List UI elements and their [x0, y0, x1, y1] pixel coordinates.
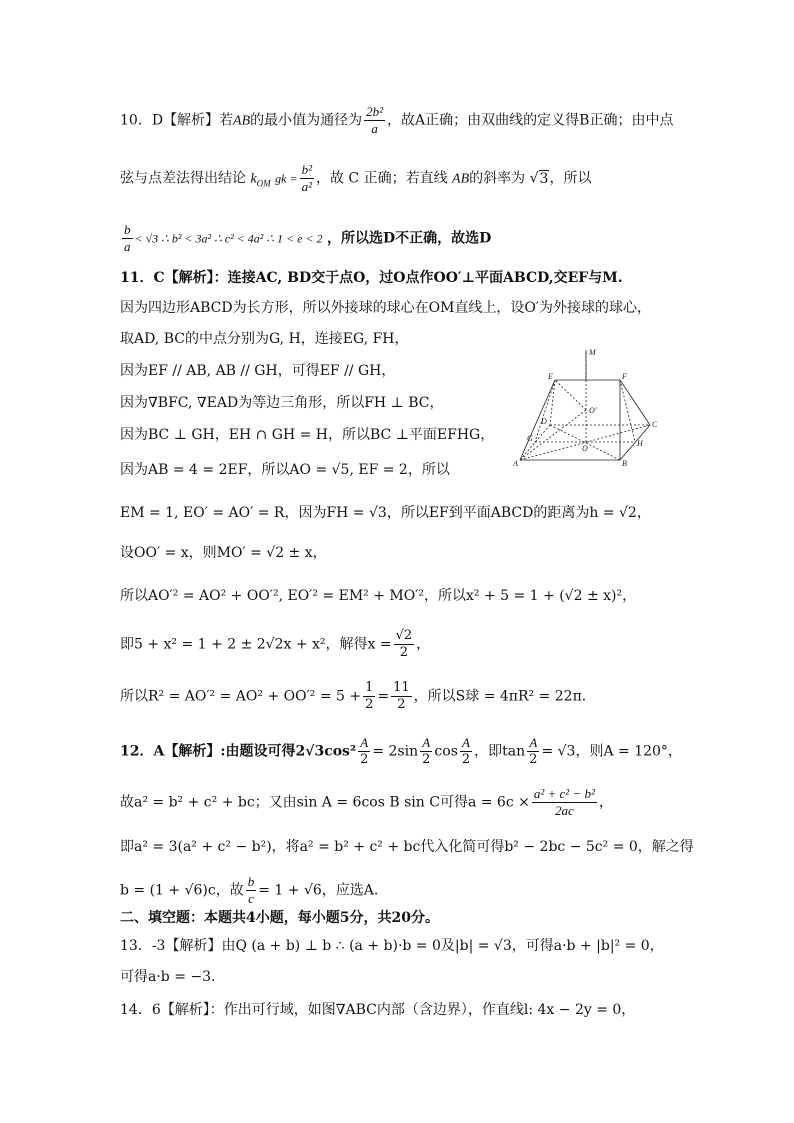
label-d: D: [541, 417, 547, 426]
q11-line-10: 所以AO′² = AO² + OO′², EO′² = EM² + MO′²，所以x² + 5 = 1 + (√2 ± x)²，: [120, 588, 637, 604]
q11-line-2: 因为四边形ABCD为长方形，所以外接球的球心在OM直线上，设O′为外接球的球心，: [120, 300, 652, 316]
label-a: A: [513, 459, 518, 468]
q10-line-1: 10．D【解析】若AB的最小值为通径为 $\frac{\text{2b²}}{a}$ ，故A正确；由双曲线的定义得B正确；由中点: [120, 104, 674, 136]
q11-line-11: 即5 + x² = 1 + 2 ± 2√2x + x²，解得x = $\frac{√2}{2}$ ，: [120, 628, 431, 660]
q13-line-1: 13．-3【解析】由Q (a + b) ⊥ b ∴ (a + b)·b = 0及|b| = √3，可得a·b + |b|² = 0，: [120, 938, 664, 954]
q12-line-2: 故a² = b² + c² + bc；又由sin A = 6cos B sin C可得a = 6c × $\frac{\text{a² + c² − b²}}{2ac}$ ，: [120, 786, 613, 818]
q10-line-3: $\frac{b}{a}$ < √3 ∴ b² < 3a² ∴ c² < 4a² ∴ 1 < e < 2 ，所以选D不正确，故选D: [124, 222, 492, 254]
q10-fraction: $\frac{\text{2b²}}{a}$: [366, 104, 384, 136]
q11-line-6: 因为BC ⊥ GH，EH ∩ GH = H，所以BC ⊥平面EFHG，: [120, 427, 495, 443]
q12-line-3: 即a² = 3(a² + c² − b²)，将a² = b² + c² + bc代入化简可得b² − 2bc − 5c² = 0，解之得: [120, 839, 694, 855]
q11-line-7: 因为AB = 4 = 2EF，所以AO = √5, EF = 2，所以: [120, 462, 450, 478]
label-b: B: [622, 459, 627, 468]
q11-line-12: 所以R² = AO′² = AO² + OO′² = 5 + $\frac{1}{2}$ = $\frac{11}{2}$ ，所以S球 = 4πR² = 22π.: [120, 680, 587, 712]
q11-line-3: 取AD, BC的中点分别为G, H，连接EG, FH，: [120, 331, 409, 347]
q11-line-4: 因为EF // AB, AB // GH，可得EF // GH，: [120, 363, 396, 379]
label-h: H: [637, 439, 643, 448]
frustum-figure: [510, 345, 670, 470]
label-e: E: [548, 372, 553, 381]
q11-line-9: 设OO′ = x，则MO′ = √2 ± x，: [120, 545, 327, 561]
label-f: F: [622, 372, 627, 381]
label-c: C: [652, 420, 658, 429]
label-m: M: [589, 348, 596, 357]
q10-line-2: 弦与点差法得出结论 $k_{OM}$ gk = $\frac{\text{b²}}{\text{a²}}$ ，故 C 正确；若直线 AB的斜率为 √3，所以: [120, 162, 592, 194]
label-o: O: [582, 444, 588, 453]
q10-lead: 10．D【解析】若: [120, 112, 234, 129]
label-g: G: [527, 434, 533, 443]
section-2-heading: 二、填空题：本题共4小题，每小题5分，共20分。: [120, 910, 439, 926]
label-o-prime: O′: [589, 406, 597, 415]
q11-line-8: EM = 1, EO′ = AO′ = R，因为FH = √3，所以EF到平面ABCD的距离为h = √2，: [120, 505, 651, 521]
q12-line-1: 12．A【解析】:由题设可得2√3cos² $\frac{A}{2}$ = 2sin $\frac{A}{2}$ cos $\frac{A}{2}$ ，即tan $\frac{A}{2}$ = √3，则A = 120°，: [120, 735, 682, 767]
q12-line-4: b = (1 + √6)c，故 $\frac{b}{c}$ = 1 + √6，应选A.: [120, 874, 379, 906]
q13-line-2: 可得a·b = −3.: [120, 969, 216, 985]
q11-line-1: 11．C【解析】：连接AC, BD交于点O，过O点作OO′⊥平面ABCD,交EF与M.: [120, 270, 623, 286]
q11-line-5: 因为∇BFC, ∇EAD为等边三角形，所以FH ⊥ BC，: [120, 395, 444, 411]
q14-line-1: 14．6【解析】：作出可行域，如图∇ABC内部（含边界），作直线l: 4x − 2y = 0，: [120, 1002, 636, 1018]
